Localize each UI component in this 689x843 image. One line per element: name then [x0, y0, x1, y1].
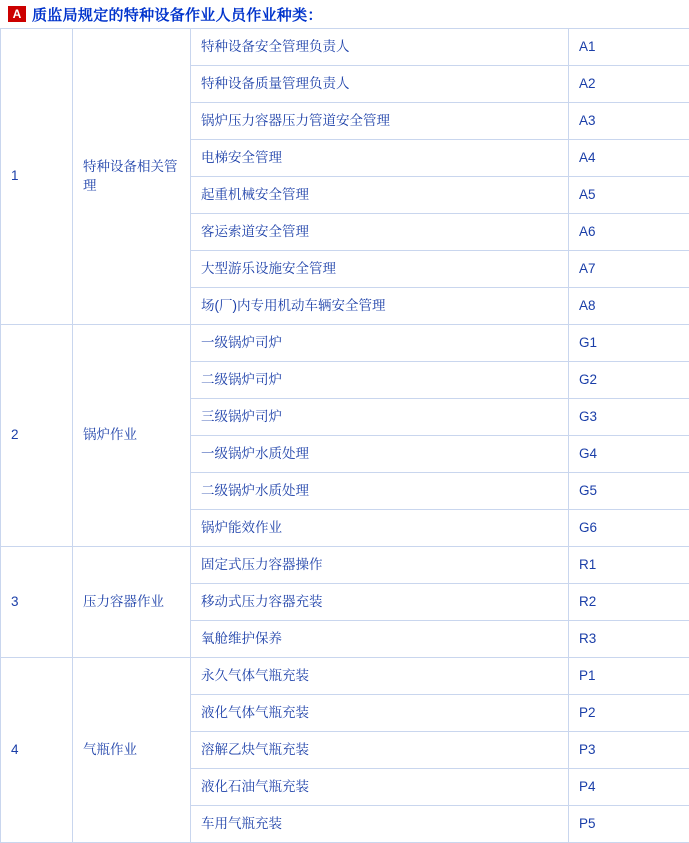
occupation-name-cell: 锅炉压力容器压力管道安全管理 [191, 103, 569, 140]
occupation-code-cell: G3 [569, 399, 689, 436]
occupation-code-cell: P5 [569, 806, 689, 843]
occupation-code-cell: A1 [569, 29, 689, 66]
occupation-name-cell: 液化气体气瓶充装 [191, 695, 569, 732]
group-name-cell: 锅炉作业 [73, 325, 191, 547]
group-number-cell: 3 [1, 547, 73, 658]
occupation-name-cell: 起重机械安全管理 [191, 177, 569, 214]
page-title: 质监局规定的特种设备作业人员作业种类： [32, 4, 323, 25]
occupation-code-cell: A4 [569, 140, 689, 177]
occupation-code-cell: R1 [569, 547, 689, 584]
section-badge: A [8, 6, 26, 22]
occupation-code-cell: A6 [569, 214, 689, 251]
table-row [1, 325, 689, 362]
occupation-code-cell: G4 [569, 436, 689, 473]
table-row [1, 29, 689, 66]
occupation-name-cell: 场(厂)内专用机动车辆安全管理 [191, 288, 569, 325]
group-number-cell: 1 [1, 29, 73, 325]
occupation-code-cell: A8 [569, 288, 689, 325]
occupation-code-cell: R2 [569, 584, 689, 621]
occupation-code-cell: A5 [569, 177, 689, 214]
occupation-code-cell: A3 [569, 103, 689, 140]
occupation-name-cell: 一级锅炉司炉 [191, 325, 569, 362]
occupation-name-cell: 永久气体气瓶充装 [191, 658, 569, 695]
group-name-cell: 特种设备相关管理 [73, 29, 191, 325]
occupation-name-cell: 电梯安全管理 [191, 140, 569, 177]
occupation-name-cell: 固定式压力容器操作 [191, 547, 569, 584]
occupation-code-cell: P3 [569, 732, 689, 769]
occupation-code-cell: P2 [569, 695, 689, 732]
table-body [1, 29, 689, 843]
occupation-code-cell: R3 [569, 621, 689, 658]
occupation-code-cell: P4 [569, 769, 689, 806]
occupation-name-cell: 大型游乐设施安全管理 [191, 251, 569, 288]
occupation-name-cell: 特种设备质量管理负责人 [191, 66, 569, 103]
occupation-name-cell: 一级锅炉水质处理 [191, 436, 569, 473]
group-name-cell: 压力容器作业 [73, 547, 191, 658]
occupation-name-cell: 氧舱维护保养 [191, 621, 569, 658]
occupation-code-cell: P1 [569, 658, 689, 695]
occupation-code-cell: A2 [569, 66, 689, 103]
group-number-cell: 2 [1, 325, 73, 547]
occupation-name-cell: 三级锅炉司炉 [191, 399, 569, 436]
occupation-name-cell: 二级锅炉水质处理 [191, 473, 569, 510]
occupation-code-cell: G6 [569, 510, 689, 547]
occupation-category-table [0, 28, 689, 843]
table-row [1, 658, 689, 695]
occupation-name-cell: 液化石油气瓶充装 [191, 769, 569, 806]
occupation-code-cell: G5 [569, 473, 689, 510]
occupation-code-cell: A7 [569, 251, 689, 288]
occupation-name-cell: 特种设备安全管理负责人 [191, 29, 569, 66]
occupation-code-cell: G1 [569, 325, 689, 362]
occupation-name-cell: 溶解乙炔气瓶充装 [191, 732, 569, 769]
occupation-name-cell: 客运索道安全管理 [191, 214, 569, 251]
group-number-cell: 4 [1, 658, 73, 843]
section-header [0, 0, 689, 28]
table-row [1, 547, 689, 584]
occupation-name-cell: 车用气瓶充装 [191, 806, 569, 843]
occupation-name-cell: 锅炉能效作业 [191, 510, 569, 547]
group-name-cell: 气瓶作业 [73, 658, 191, 843]
occupation-name-cell: 二级锅炉司炉 [191, 362, 569, 399]
occupation-code-cell: G2 [569, 362, 689, 399]
occupation-name-cell: 移动式压力容器充装 [191, 584, 569, 621]
